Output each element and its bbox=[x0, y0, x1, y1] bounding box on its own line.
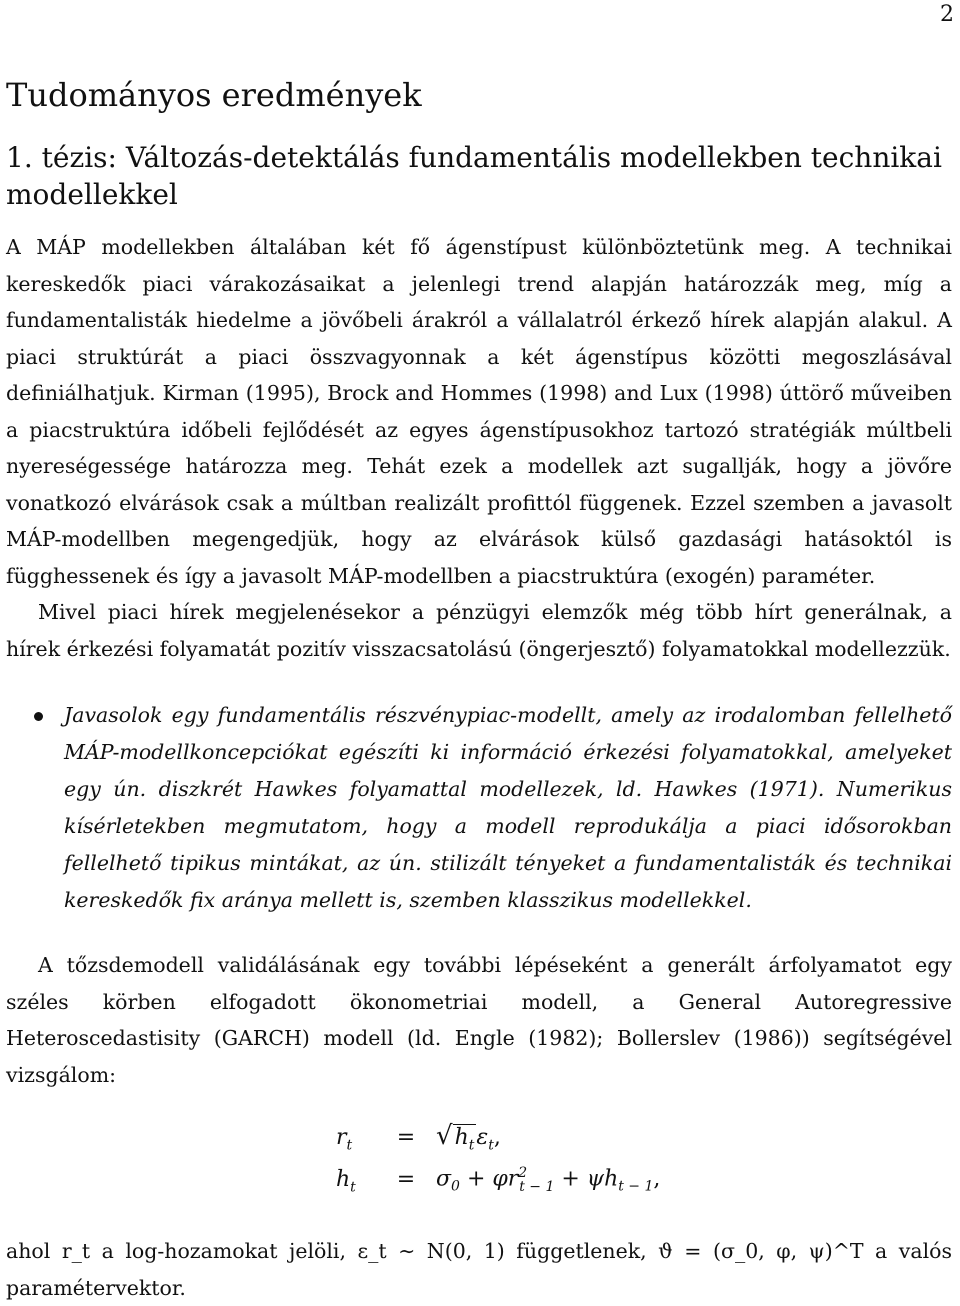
paragraph-parameters: ahol r_t a log-hozamokat jelöli, ε_t ∼ N(0, 1) függetlenek, ϑ = (σ_0, φ, ψ)^T a valós paramétervektor. bbox=[6, 1239, 952, 1300]
equation-returns: $r_t$ = $√h_t\varepsilon_t$, bbox=[336, 1121, 501, 1154]
paragraph-intro: A MÁP modellekben általában két fő ágenstípust különböztetünk meg. A technikai kereskedők piaci várakozásaikat a jelenlegi trend alapján határozzák meg, míg a fundamentalisták hiedelme a jövőbeli árakról a vállalatról érkező hírek alapján alakul. A piaci struktúrát a piaci összvagyonnak a két ágenstípus közötti megoszlásával definiálhatjuk. Kirman (1995), Brock and Hommes (1998) and Lux (1998) úttörő műveiben a piacstruktúra időbeli fejlődését az egyes ágenstípusokhoz tartozó stratégiák múltbeli nyereségessége határozza meg. Tehát ezek a modellek azt sugallják, hogy a jövőre vonatkozó elvárások csak a múltban realizált profittól függenek. Ezzel szemben a javasolt MÁP-modellben megengedjük, hogy az elvárások külső gazdasági hatásoktól is függhessenek és így a javasolt MÁP-modellben a piacstruktúra (exogén) paraméter. bbox=[6, 235, 952, 588]
paragraph-news: Mivel piaci hírek megjelenésekor a pénzügyi elemzők még több hírt generálnak, a hírek érkezési folyamatát pozitív visszacsatolású (öngerjesztő) folyamatokkal modellezzük. bbox=[6, 600, 952, 661]
claim-text: Javasolok egy fundamentális részvénypiac-modellt, amely az irodalomban fellelhető MÁP-modellkoncepciókat egészíti ki információ érkezési folyamatokkal, amelyeket egy ún. diszkrét Hawkes folyamattal modellezek, ld. Hawkes (1971). Numerikus kísérletekben megmutatom, hogy a modell reprodukálja a piaci idősorokban fellelhető tipikus mintákat, az ún. stilizált tényeket a fundamentalisták és technikai kereskedők fix aránya mellett is, szemben klasszikus modellekkel. bbox=[64, 703, 952, 913]
garch-equations bbox=[6, 1121, 952, 1209]
paragraph-garch: A tőzsdemodell validálásának egy további lépéseként a generált árfolyamatot egy széles körben elfogadott ökonometriai modell, a General Autoregressive Heteroscedastisity (GARCH) modell (ld. Engle (1982); Bollerslev (1986)) segítségével vizsgálom: bbox=[6, 953, 952, 1087]
equation-variance: $h_t$ = $\sigma_0 + \varphi r^2_{t - 1} + \psi h_{t - 1}$, bbox=[336, 1165, 661, 1195]
subsection-title: 1. tézis: Változás-detektálás fundamentális modellekben technikai modellekkel bbox=[6, 141, 942, 211]
page-content bbox=[6, 76, 952, 1306]
claim-item bbox=[6, 697, 952, 919]
section-title: Tudományos eredmények bbox=[6, 76, 422, 114]
claims-list bbox=[6, 697, 952, 919]
bullet-dot-icon bbox=[34, 712, 43, 721]
page-number: 2 bbox=[940, 2, 954, 27]
